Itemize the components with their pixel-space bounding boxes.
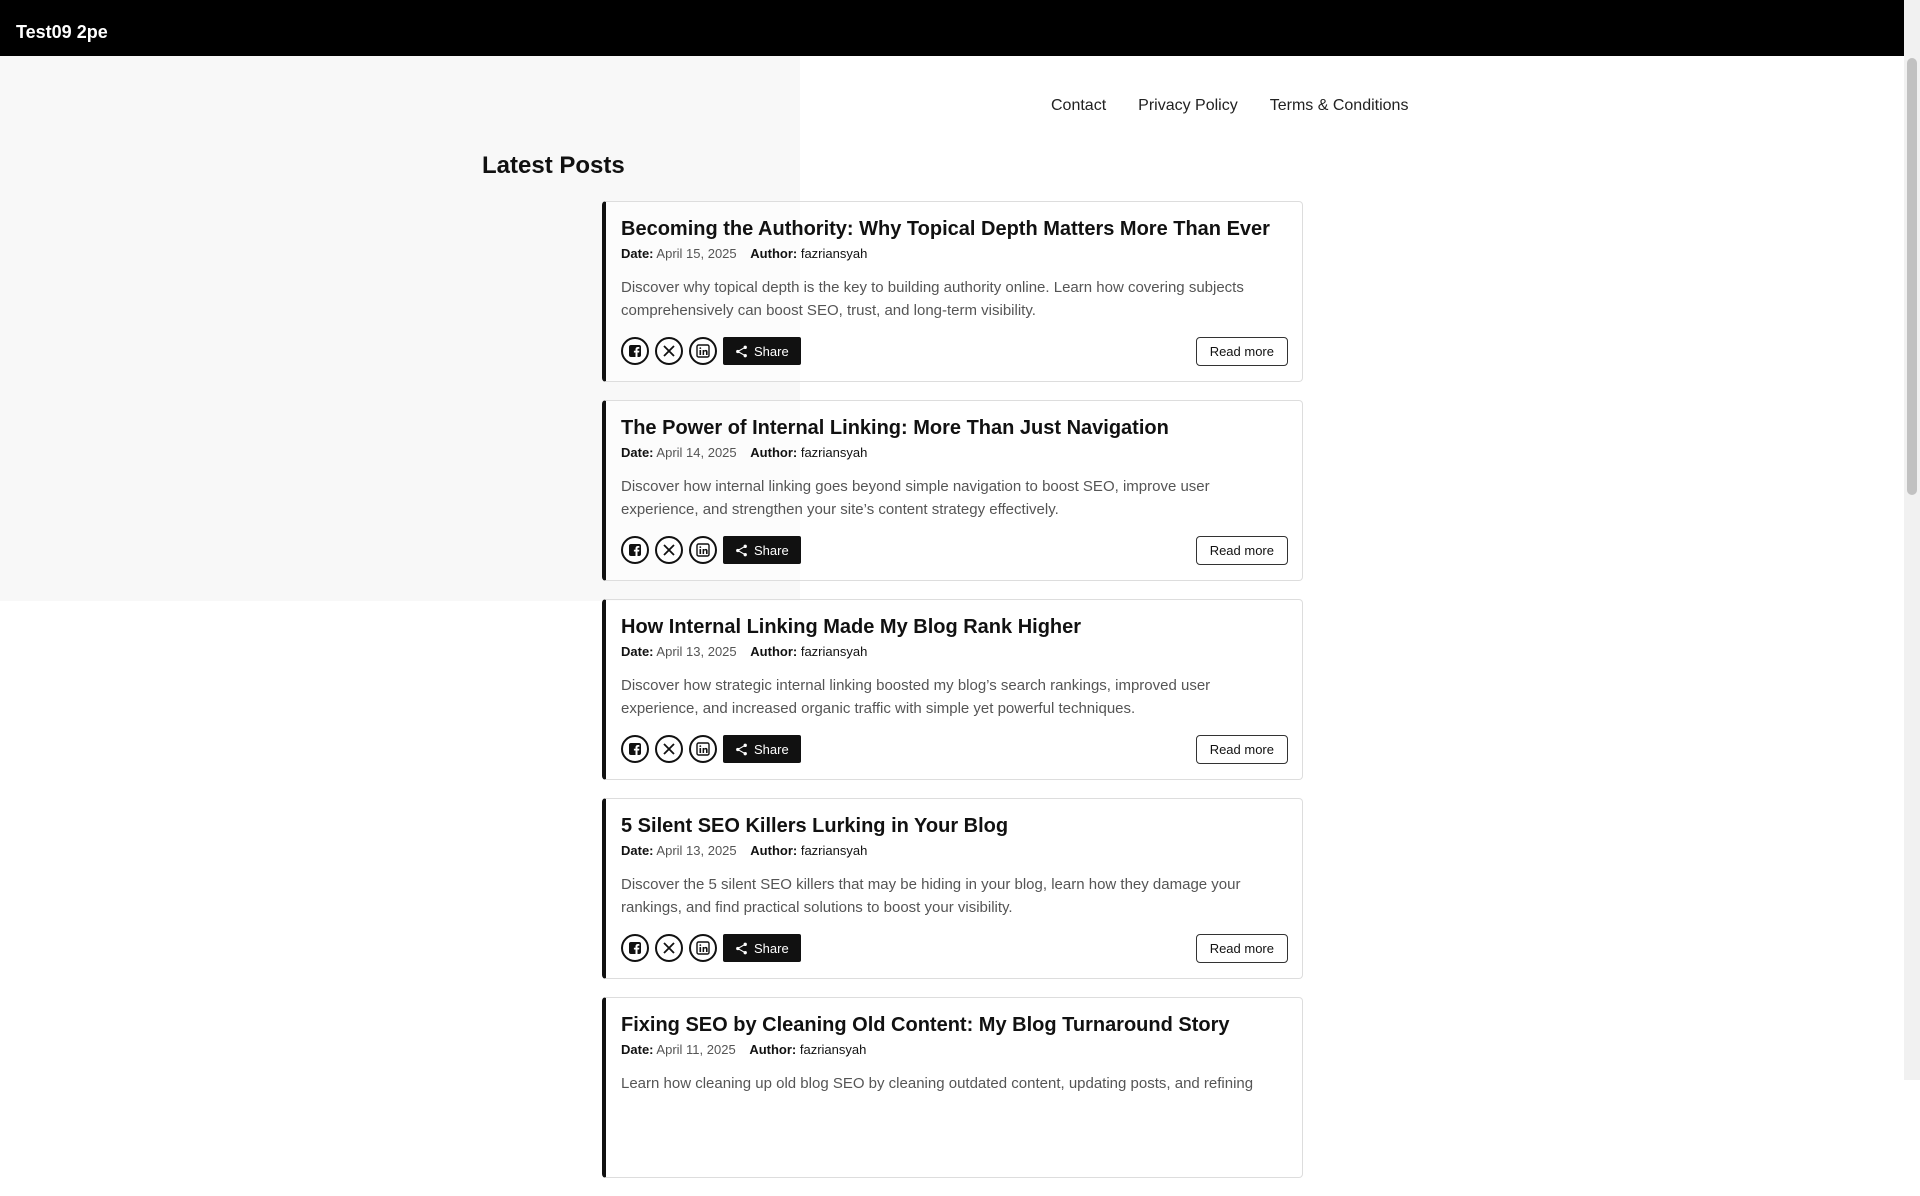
post-date: April 13, 2025 xyxy=(656,843,737,858)
facebook-icon[interactable] xyxy=(621,337,649,365)
nav-contact[interactable]: Contact xyxy=(1051,97,1107,114)
post-card xyxy=(602,201,1303,382)
nav-privacy-policy[interactable]: Privacy Policy xyxy=(1138,97,1238,114)
post-date: April 14, 2025 xyxy=(656,445,737,460)
post-meta xyxy=(621,644,867,659)
post-author[interactable]: fazriansyah xyxy=(800,246,868,261)
post-author[interactable]: fazriansyah xyxy=(800,445,868,460)
post-title[interactable]: Fixing SEO by Cleaning Old Content: My Blog Turnaround Story xyxy=(621,1014,1230,1036)
share-button[interactable] xyxy=(723,536,801,564)
share-button[interactable] xyxy=(723,735,801,763)
author-label: Author: xyxy=(750,644,798,659)
author-label: Author: xyxy=(750,843,798,858)
post-meta xyxy=(621,445,867,460)
linkedin-icon[interactable] xyxy=(689,337,717,365)
date-label: Date: xyxy=(621,246,654,261)
site-title[interactable]: Test09 2pe xyxy=(16,22,108,42)
x-icon[interactable] xyxy=(655,337,683,365)
post-title[interactable]: The Power of Internal Linking: More Than Just Navigation xyxy=(621,417,1169,439)
post-excerpt: Discover why topical depth is the key to building authority online. Learn how covering subjects comprehensively can boost SEO, trust, and long-term visibility. xyxy=(621,279,1244,319)
date-label: Date: xyxy=(621,445,654,460)
share-row xyxy=(621,536,801,564)
share-label: Share xyxy=(754,741,789,757)
date-label: Date: xyxy=(621,843,654,858)
post-card xyxy=(602,798,1303,979)
linkedin-icon[interactable] xyxy=(689,735,717,763)
x-icon[interactable] xyxy=(655,934,683,962)
read-more-button[interactable]: Read more xyxy=(1196,735,1288,764)
share-icon xyxy=(735,743,748,756)
post-title[interactable]: 5 Silent SEO Killers Lurking in Your Blog xyxy=(621,815,1009,837)
x-icon[interactable] xyxy=(655,735,683,763)
share-icon xyxy=(735,544,748,557)
share-icon xyxy=(735,942,748,955)
x-icon[interactable] xyxy=(655,536,683,564)
post-card xyxy=(602,997,1303,1178)
post-title[interactable]: Becoming the Authority: Why Topical Depth Matters More Than Ever xyxy=(621,218,1270,240)
share-label: Share xyxy=(754,542,789,558)
linkedin-icon[interactable] xyxy=(689,934,717,962)
top-bar xyxy=(0,0,1904,56)
read-more-button[interactable]: Read more xyxy=(1196,934,1288,963)
post-meta xyxy=(621,246,867,261)
post-author[interactable]: fazriansyah xyxy=(800,644,868,659)
post-card xyxy=(602,400,1303,581)
post-excerpt: Learn how cleaning up old blog SEO by cleaning outdated content, updating posts, and refining xyxy=(621,1075,1254,1092)
post-meta xyxy=(621,843,867,858)
post-date: April 15, 2025 xyxy=(656,246,737,261)
post-excerpt: Discover how internal linking goes beyond simple navigation to boost SEO, improve user experience, and strengthen your site’s content strategy effectively. xyxy=(621,478,1210,518)
author-label: Author: xyxy=(750,445,798,460)
post-author[interactable]: fazriansyah xyxy=(799,1042,867,1057)
main-nav xyxy=(1051,97,1408,115)
post-list xyxy=(602,201,1303,1196)
page-scrollbar[interactable] xyxy=(1904,0,1920,1080)
facebook-icon[interactable] xyxy=(621,934,649,962)
page-title: Latest Posts xyxy=(482,152,625,179)
date-label: Date: xyxy=(621,1042,654,1057)
date-label: Date: xyxy=(621,644,654,659)
share-button[interactable] xyxy=(723,934,801,962)
post-excerpt: Discover the 5 silent SEO killers that may be hiding in your blog, learn how they damage your rankings, and find practical solutions to boost your visibility. xyxy=(621,876,1241,916)
share-row xyxy=(621,735,801,763)
post-meta xyxy=(621,1042,866,1057)
author-label: Author: xyxy=(749,1042,797,1057)
post-author[interactable]: fazriansyah xyxy=(800,843,868,858)
post-date: April 13, 2025 xyxy=(656,644,737,659)
share-icon xyxy=(735,345,748,358)
facebook-icon[interactable] xyxy=(621,735,649,763)
share-row xyxy=(621,934,801,962)
share-label: Share xyxy=(754,343,789,359)
post-date: April 11, 2025 xyxy=(656,1042,736,1057)
share-button[interactable] xyxy=(723,337,801,365)
post-title[interactable]: How Internal Linking Made My Blog Rank Higher xyxy=(621,616,1082,638)
post-excerpt: Discover how strategic internal linking boosted my blog’s search rankings, improved user experience, and increased organic traffic with simple yet powerful techniques. xyxy=(621,677,1211,717)
facebook-icon[interactable] xyxy=(621,536,649,564)
author-label: Author: xyxy=(750,246,798,261)
read-more-button[interactable]: Read more xyxy=(1196,536,1288,565)
scrollbar-thumb[interactable] xyxy=(1907,58,1917,495)
nav-terms-conditions[interactable]: Terms & Conditions xyxy=(1269,97,1409,114)
post-card xyxy=(602,599,1303,780)
share-row xyxy=(621,337,801,365)
read-more-button[interactable]: Read more xyxy=(1196,337,1288,366)
share-label: Share xyxy=(754,940,789,956)
linkedin-icon[interactable] xyxy=(689,536,717,564)
